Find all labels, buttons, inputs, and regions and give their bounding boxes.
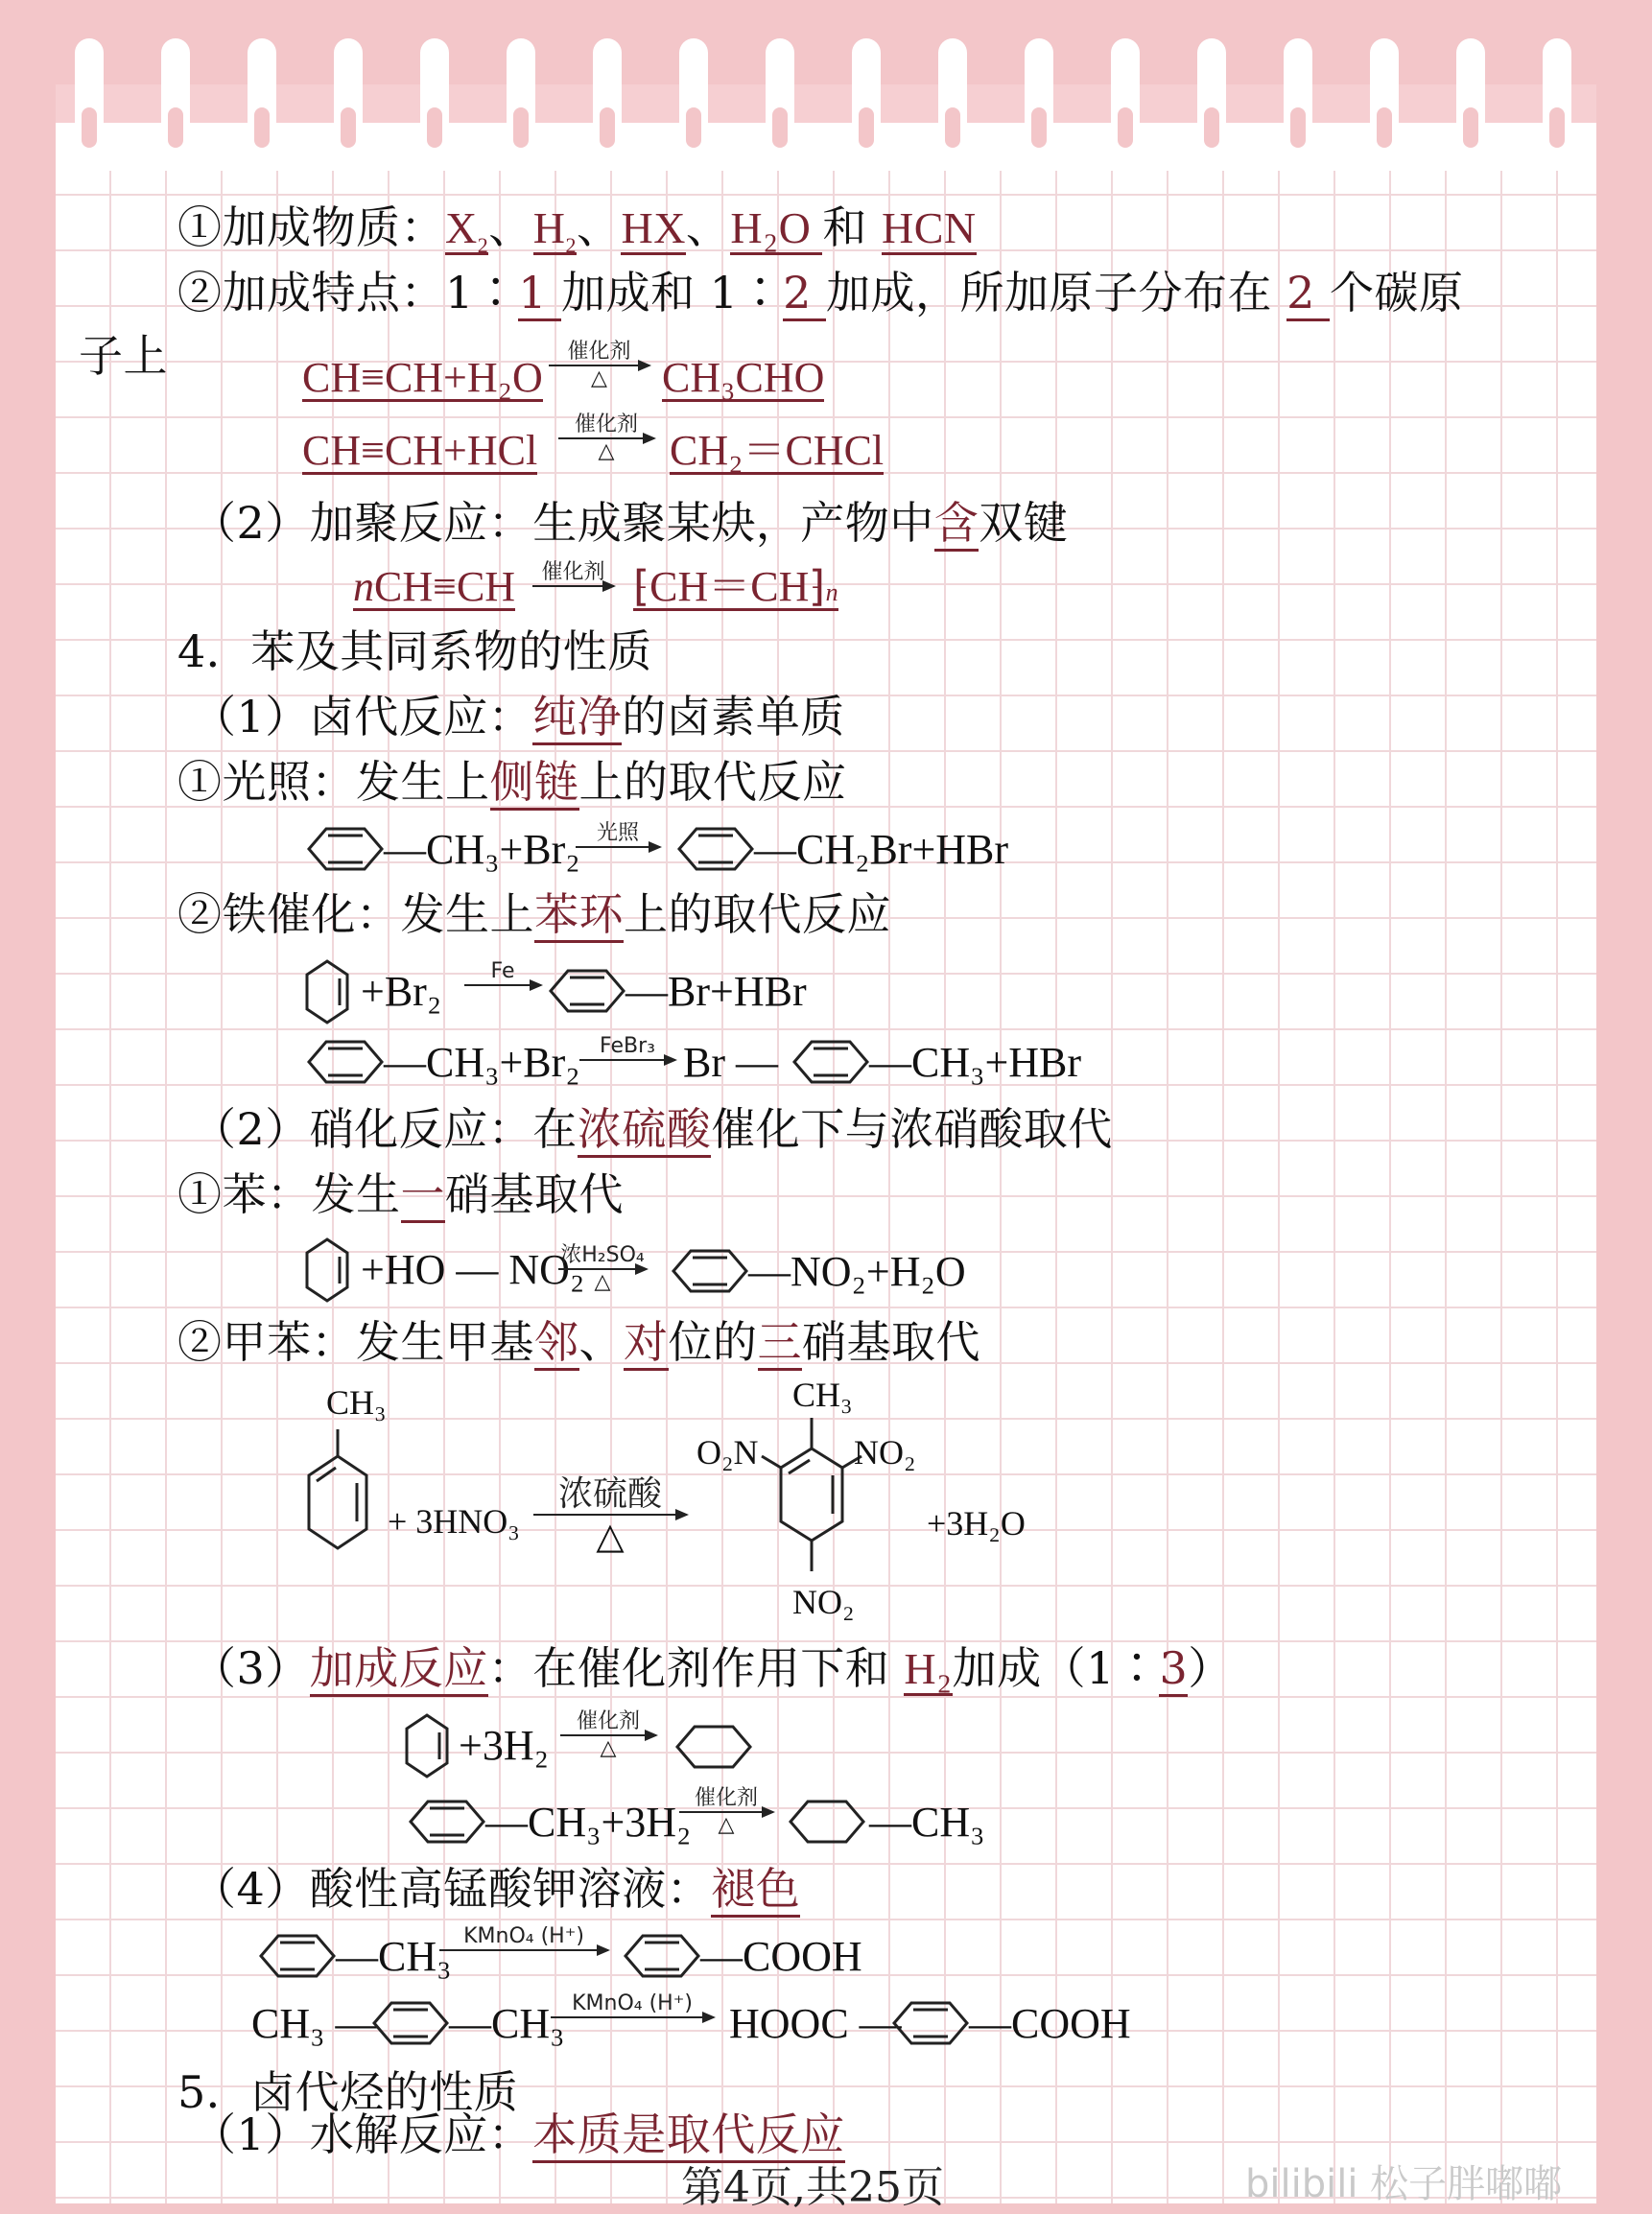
benzene-ring-icon: [259, 1934, 336, 1978]
benzene-ring-icon: [792, 1040, 869, 1084]
r5-right: —Br+HBr: [625, 968, 807, 1015]
line-benzene-nitration: ①苯：发生一硝基取代: [177, 1172, 624, 1216]
ring: [420, 38, 449, 161]
ring: [593, 38, 622, 161]
binder-rings: [0, 0, 1652, 173]
benzene-ring-icon: [372, 2001, 449, 2045]
benzene-ring-icon: [305, 959, 349, 1025]
page-footer: 第4页,共25页: [681, 2163, 944, 2212]
r12-left: —CH₃: [449, 2000, 565, 2047]
r8-water: +3H₂O: [927, 1504, 1026, 1543]
r12-right: —COOH: [969, 2000, 1131, 2047]
r5-arrow: Fe: [464, 961, 541, 986]
ring: [938, 38, 967, 161]
ring: [161, 38, 190, 161]
ring: [507, 38, 535, 161]
ring: [1284, 38, 1312, 161]
line-addition-features: ②加成特点：1∶1 加成和 1∶2 加成，所加原子分布在 2 个碳原: [177, 271, 1463, 315]
r6-mid: Br —: [683, 1039, 778, 1086]
r11-left: —CH₃: [336, 1933, 452, 1980]
ring: [75, 38, 104, 161]
ring: [1025, 38, 1053, 161]
benzene-ring-icon: [307, 1040, 384, 1084]
cyclohexane-icon: [789, 1800, 865, 1844]
r1-arrow: 催化剂 △: [549, 342, 649, 389]
r7-arrow: 浓H₂SO₄ △: [558, 1245, 647, 1293]
r12-arrow: KMnO₄ (H⁺): [551, 1993, 714, 2018]
ring: [852, 38, 881, 161]
r3-arrow: 催化剂: [532, 562, 614, 587]
benzene-ring-icon: [305, 1237, 349, 1303]
benzene-ring-icon: [409, 1800, 485, 1844]
r9-arrow: 催化剂 △: [560, 1711, 656, 1759]
r10-arrow: 催化剂 △: [679, 1788, 773, 1836]
trinitrotoluene-structure-icon: [773, 1418, 850, 1581]
r10-right: —CH₃: [869, 1799, 985, 1846]
ring: [1111, 38, 1140, 161]
r8-ch3b: CH₃: [792, 1376, 853, 1414]
r1-left: CH≡CH+H₂O: [302, 354, 543, 401]
watermark: bilibili 松子胖嘟嘟: [1245, 2162, 1563, 2206]
r6-arrow: FeBr₃: [579, 1036, 675, 1061]
benzene-ring-icon: [677, 827, 754, 871]
line-addition-substances: ①加成物质：$X_2$、$H_2$、HX、H₂O 和 HCN: [177, 201, 977, 258]
line-light: ①光照：发生上侧链上的取代反应: [177, 760, 847, 804]
r8-reagent: + 3HNO₃: [388, 1502, 520, 1541]
ring: [248, 38, 276, 161]
toluene-structure-icon: [305, 1429, 372, 1573]
line-polymerization: （2）加聚反应：生成聚某炔，产物中含双键: [192, 501, 1068, 545]
ring: [1543, 38, 1571, 161]
ring: [1456, 38, 1485, 161]
r6-right: —CH₃+HBr: [869, 1039, 1082, 1086]
ring: [766, 38, 794, 161]
r8-no2a: O₂N: [696, 1433, 759, 1472]
r2-left: CH≡CH+HCl: [302, 427, 538, 474]
line-toluene-nitration: ②甲苯：发生甲基邻、对位的三硝基取代: [177, 1320, 980, 1364]
r2-arrow: 催化剂 △: [558, 414, 654, 462]
line-iron-catalysis: ②铁催化：发生上苯环上的取代反应: [177, 892, 891, 936]
cyclohexane-icon: [675, 1725, 752, 1769]
r10-left: —CH₃+3H₂: [485, 1799, 692, 1846]
ring: [679, 38, 708, 161]
r3-left: nCH≡CH: [353, 563, 516, 610]
section-haloalkane: 5．卤代烃的性质: [177, 2066, 519, 2118]
r12-pre: CH₃ —: [251, 2000, 378, 2047]
r4-arrow: 光照: [576, 823, 660, 848]
r8-ch3: CH₃: [326, 1383, 387, 1422]
ring: [334, 38, 363, 161]
r9-left: +3H₂: [459, 1722, 549, 1769]
r12-mid: HOOC —: [729, 2000, 902, 2047]
line-hydrolysis: （1）水解反应：本质是取代反应: [192, 2112, 845, 2156]
benzene-ring-icon: [307, 827, 384, 871]
r7-right: —NO₂+H₂O: [748, 1248, 966, 1295]
r5-left: +Br₂: [361, 968, 442, 1015]
r3-right: ⁅CH＝CH⁆n: [633, 563, 838, 610]
benzene-ring-icon: [672, 1249, 748, 1293]
line-halogenation: （1）卤代反应：纯净的卤素单质: [192, 695, 845, 739]
r7-left: +HO — NO₂: [361, 1246, 585, 1293]
line-addition-features-cont: 子上: [79, 330, 168, 382]
r8-no2b: NO₂: [854, 1433, 916, 1472]
ring: [1370, 38, 1399, 161]
r11-arrow: KMnO₄ (H⁺): [439, 1926, 608, 1951]
line-kmno4: （4）酸性高锰酸钾溶液：褪色: [192, 1867, 800, 1911]
r4-right: —CH₂Br+HBr: [754, 826, 1009, 873]
benzene-ring-icon: [624, 1934, 700, 1978]
r4-left: —CH₃+Br₂: [384, 826, 580, 873]
line-hydrogenation: （3）加成反应：在催化剂作用下和 H₂加成（1∶3）: [192, 1646, 1233, 1691]
r11-right: —COOH: [700, 1933, 862, 1980]
section-benzene: 4．苯及其同系物的性质: [177, 625, 652, 677]
benzene-ring-icon: [892, 2001, 969, 2045]
benzene-ring-icon: [405, 1713, 449, 1778]
benzene-ring-icon: [549, 969, 625, 1013]
ring: [1197, 38, 1226, 161]
r8-arrow: 浓硫酸 △: [533, 1477, 687, 1554]
r8-no2c: NO₂: [792, 1583, 855, 1621]
line-nitration: （2）硝化反应：在浓硫酸催化下与浓硝酸取代: [192, 1107, 1113, 1151]
r6-left: —CH₃+Br₂: [384, 1039, 580, 1086]
r2-right: CH₂＝CHCl: [670, 427, 885, 474]
r1-right: CH₃CHO: [662, 354, 825, 401]
